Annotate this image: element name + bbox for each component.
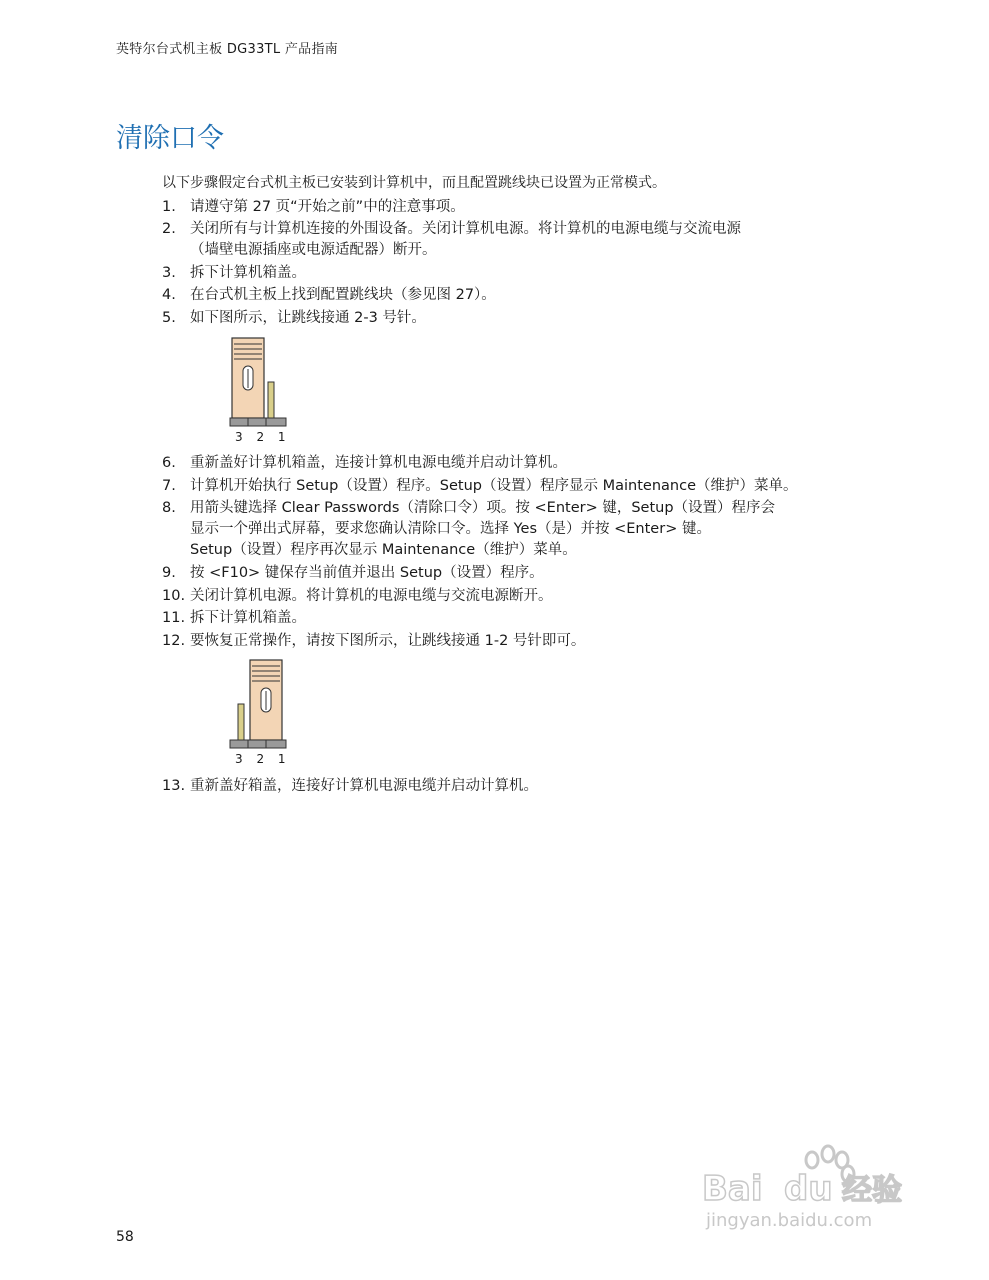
step-8-cont-2: Setup（设置）程序再次显示 Maintenance（维护）菜单。 [190, 542, 577, 558]
pin-labels-figure-2: 3 2 1 [235, 752, 291, 766]
step-8-cont-1: 显示一个弹出式屏幕，要求您确认清除口令。选择 Yes（是）并按 <Enter> 键。 [190, 521, 711, 537]
step-9: 9. 按 <F10> 键保存当前值并退出 Setup（设置）程序。 [162, 565, 544, 581]
step-12: 12. 要恢复正常操作，请按下图所示，让跳线接通 1-2 号针即可。 [162, 633, 586, 649]
svg-text:Bai: Bai [702, 1169, 763, 1209]
step-13: 13. 重新盖好箱盖，连接好计算机电源电缆并启动计算机。 [162, 778, 538, 794]
step-3: 3. 拆下计算机箱盖。 [162, 265, 306, 281]
step-5: 5. 如下图所示，让跳线接通 2-3 号针。 [162, 310, 426, 326]
pin-labels-figure-1: 3 2 1 [235, 430, 291, 444]
step-6: 6. 重新盖好计算机箱盖，连接计算机电源电缆并启动计算机。 [162, 455, 567, 471]
page-number: 58 [116, 1229, 134, 1245]
step-10: 10. 关闭计算机电源。将计算机的电源电缆与交流电源断开。 [162, 588, 553, 604]
step-2-cont: （墙壁电源插座或电源适配器）断开。 [190, 242, 437, 258]
step-1: 1. 请遵守第 27 页“开始之前”中的注意事项。 [162, 199, 465, 215]
running-header: 英特尔台式机主板 DG33TL 产品指南 [116, 42, 339, 57]
jumper-pins-2-3-figure [228, 336, 288, 428]
jumper-pins-1-2-figure [228, 658, 288, 750]
svg-text:du: du [784, 1169, 833, 1209]
step-7: 7. 计算机开始执行 Setup（设置）程序。Setup（设置）程序显示 Maintenance（维护）菜单。 [162, 478, 798, 494]
svg-text:经验: 经验 [842, 1173, 902, 1208]
intro-paragraph: 以下步骤假定台式机主板已安装到计算机中，而且配置跳线块已设置为正常模式。 [162, 175, 666, 191]
step-8: 8. 用箭头键选择 Clear Passwords（清除口令）项。按 <Enter> 键，Setup（设置）程序会 [162, 500, 776, 516]
step-4: 4. 在台式机主板上找到配置跳线块（参见图 27）。 [162, 287, 496, 303]
step-11: 11. 拆下计算机箱盖。 [162, 610, 306, 626]
section-title: 清除口令 [116, 123, 224, 154]
step-2: 2. 关闭所有与计算机连接的外围设备。关闭计算机电源。将计算机的电源电缆与交流电源 [162, 221, 741, 237]
svg-text:jingyan.baidu.com: jingyan.baidu.com [706, 1210, 873, 1230]
baidu-watermark-logo [702, 1130, 932, 1230]
